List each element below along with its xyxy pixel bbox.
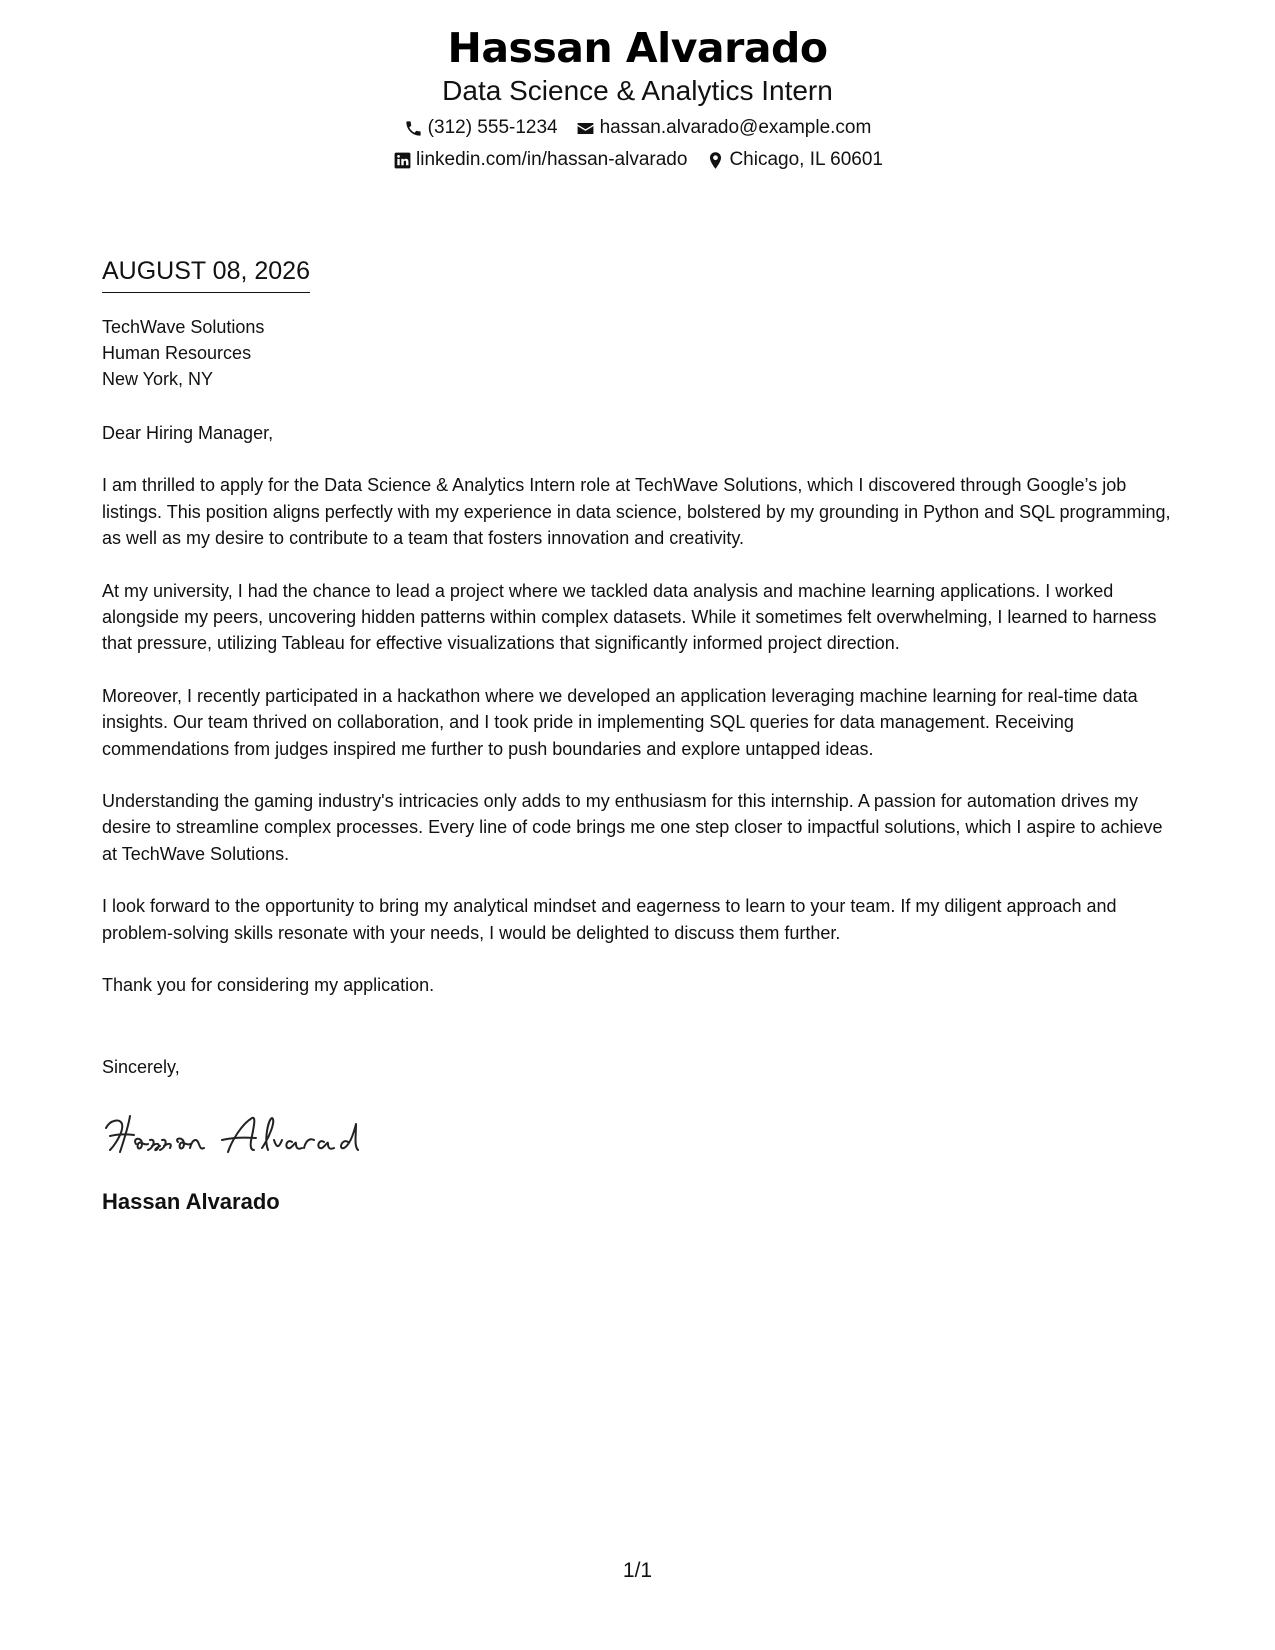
linkedin-icon bbox=[392, 150, 412, 170]
email-text[interactable]: hassan.alvarado@example.com bbox=[599, 117, 872, 138]
handwritten-signature bbox=[100, 1110, 370, 1160]
body-paragraph: Understanding the gaming industry's intricacies only adds to my enthusiasm for this internship. A passion for automation drives my desire to streamline complex processes. Every line of code brings me one step closer to impactful solutions, which I aspire to achieve at TechWave Solutions. bbox=[102, 791, 1163, 864]
recipient-company: TechWave Solutions bbox=[102, 317, 265, 337]
body-paragraph: At my university, I had the chance to lead a project where we tackled data analysis and machine learning applications. I worked alongside my peers, uncovering hidden patterns within complex datasets. While it sometimes felt overwhelming, I learned to harness that pressure, utilizing Tableau for effective visualizations that significantly informed project direction. bbox=[102, 580, 1157, 654]
applicant-title: Data Science & Analytics Intern bbox=[442, 75, 833, 106]
letter-header bbox=[0, 22, 1275, 172]
contact-linkedin[interactable] bbox=[392, 148, 687, 172]
location-text: Chicago, IL 60601 bbox=[729, 149, 883, 170]
map-pin-icon bbox=[705, 150, 725, 170]
linkedin-text[interactable]: linkedin.com/in/hassan-alvarado bbox=[416, 149, 688, 170]
date-block bbox=[102, 255, 310, 293]
body-paragraph: I look forward to the opportunity to bring my analytical mindset and eagerness to learn to your team. If my diligent approach and problem-solving skills resonate with your needs, I would be delighted to discuss them further. bbox=[102, 896, 1117, 943]
contact-phone bbox=[404, 116, 558, 140]
body-paragraph: I am thrilled to apply for the Data Science & Analytics Intern role at TechWave Solutions, which I discovered through Google’s job listings. This position aligns perfectly with my experience in data science, bolstered by my grounding in Python and SQL programming, as well as my desire to contribute to a team that fosters innovation and creativity. bbox=[102, 475, 1171, 549]
thank-you-line: Thank you for considering my application. bbox=[102, 975, 435, 996]
phone-text: (312) 555-1234 bbox=[427, 117, 558, 138]
phone-icon bbox=[404, 118, 424, 138]
applicant-name: Hassan Alvarado bbox=[447, 24, 828, 72]
salutation: Dear Hiring Manager, bbox=[102, 423, 274, 443]
recipient-department: Human Resources bbox=[102, 343, 252, 363]
contact-location bbox=[705, 148, 883, 172]
contact-row-primary bbox=[0, 116, 1275, 140]
contact-email[interactable] bbox=[576, 116, 872, 140]
envelope-icon bbox=[576, 118, 596, 138]
signed-name: Hassan Alvarado bbox=[102, 1189, 280, 1214]
body-paragraph: Moreover, I recently participated in a hackathon where we developed an application leveraging machine learning for real-time data insights. Our team thrived on collaboration, and I took pride in implementing SQL queries for data management. Receiving commendations from judges inspired me further to push boundaries and explore untapped ideas. bbox=[102, 685, 1138, 759]
closing: Sincerely, bbox=[102, 1057, 180, 1077]
page-number: 1/1 bbox=[622, 1559, 653, 1582]
recipient-address bbox=[102, 314, 264, 392]
letter-body bbox=[102, 420, 1177, 1025]
contact-row-secondary bbox=[0, 148, 1275, 172]
recipient-location: New York, NY bbox=[102, 369, 214, 389]
letter-date: AUGUST 08, 2026 bbox=[102, 255, 310, 293]
